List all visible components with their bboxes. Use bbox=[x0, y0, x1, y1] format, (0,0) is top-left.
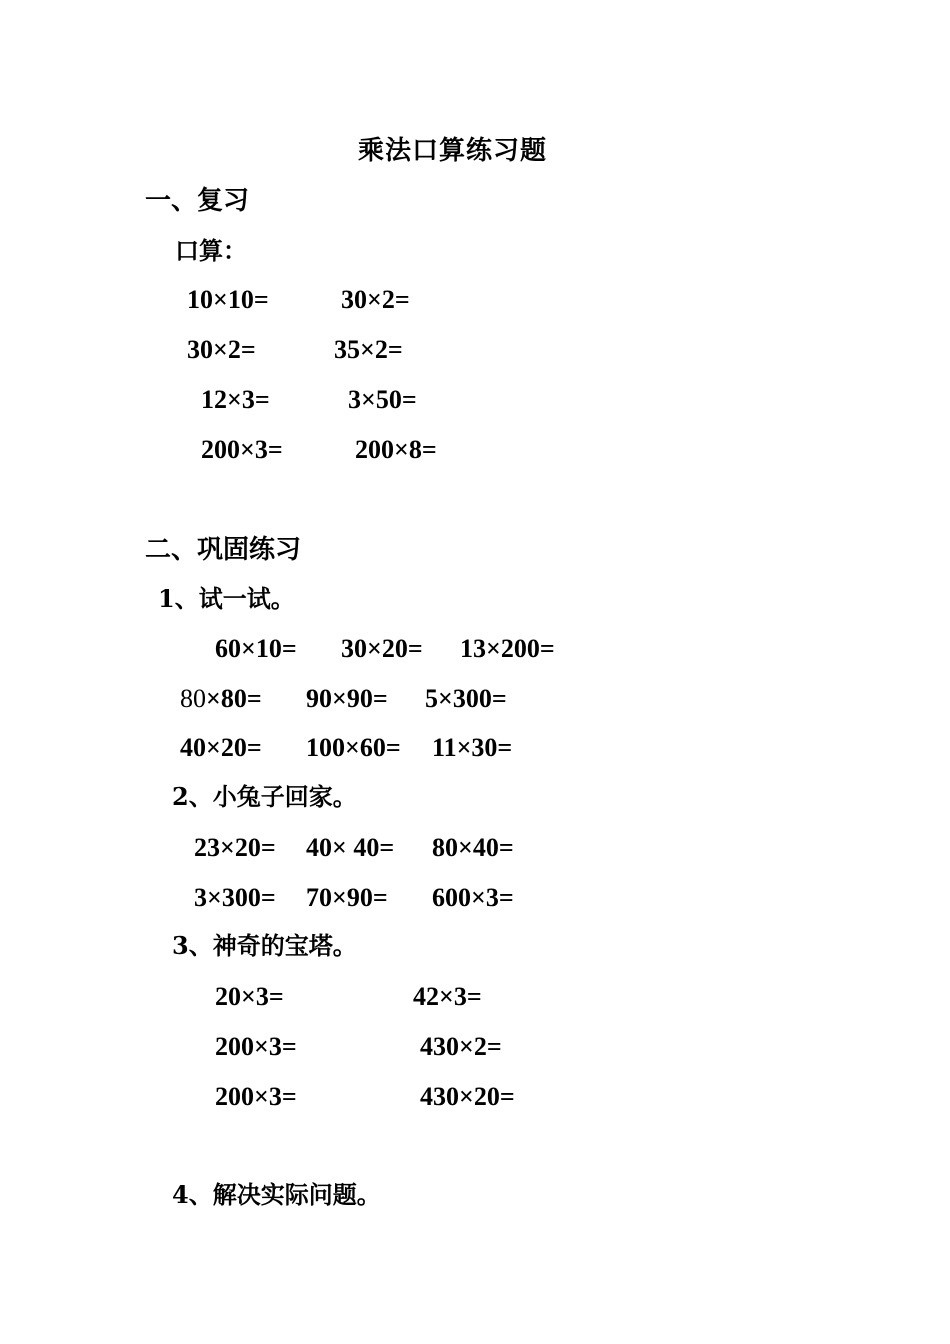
part-4-label: 4、解决实际问题。 bbox=[172, 1180, 381, 1209]
exercise: 42×3= bbox=[413, 982, 482, 1011]
part-2-label: 2、小兔子回家。 bbox=[172, 782, 357, 811]
exercise: 600×3= bbox=[432, 883, 514, 912]
exercise: 5×300= bbox=[425, 684, 507, 713]
exercise: 3×300= bbox=[194, 883, 276, 912]
exercise: 40× 40= bbox=[306, 833, 395, 862]
section-2-heading: 二、巩固练习 bbox=[145, 535, 302, 565]
part-1-label: 1、试一试。 bbox=[158, 584, 295, 613]
exercise: 12×3= bbox=[201, 385, 270, 414]
exercise bbox=[180, 686, 262, 712]
exercise: 70×90= bbox=[306, 883, 388, 912]
exercise: 30×2= bbox=[341, 285, 410, 314]
exercise: 200×3= bbox=[215, 1032, 297, 1061]
part-3-label: 3、神奇的宝塔。 bbox=[172, 931, 357, 960]
exercise: 11×30= bbox=[432, 733, 513, 762]
exercise: 23×20= bbox=[194, 833, 276, 862]
exercise-rest: ×80= bbox=[206, 684, 262, 713]
exercise: 430×2= bbox=[420, 1032, 502, 1061]
section-1-heading: 一、复习 bbox=[145, 186, 250, 216]
exercise: 13×200= bbox=[460, 634, 555, 663]
section-1-subheading: 口算： bbox=[175, 236, 247, 265]
exercise: 430×20= bbox=[420, 1082, 515, 1111]
exercise: 200×8= bbox=[355, 435, 437, 464]
exercise: 10×10= bbox=[187, 285, 269, 314]
exercise: 35×2= bbox=[334, 335, 403, 364]
exercise: 60×10= bbox=[215, 634, 297, 663]
exercise: 200×3= bbox=[201, 435, 283, 464]
exercise: 40×20= bbox=[180, 733, 262, 762]
page-title: 乘法口算练习题 bbox=[358, 136, 548, 166]
exercise: 100×60= bbox=[306, 733, 401, 762]
exercise: 80×40= bbox=[432, 833, 514, 862]
exercise: 200×3= bbox=[215, 1082, 297, 1111]
exercise: 20×3= bbox=[215, 982, 284, 1011]
exercise: 3×50= bbox=[348, 385, 417, 414]
exercise-prefix: 80 bbox=[180, 684, 206, 713]
exercise: 30×20= bbox=[341, 634, 423, 663]
exercise: 30×2= bbox=[187, 335, 256, 364]
exercise: 90×90= bbox=[306, 684, 388, 713]
